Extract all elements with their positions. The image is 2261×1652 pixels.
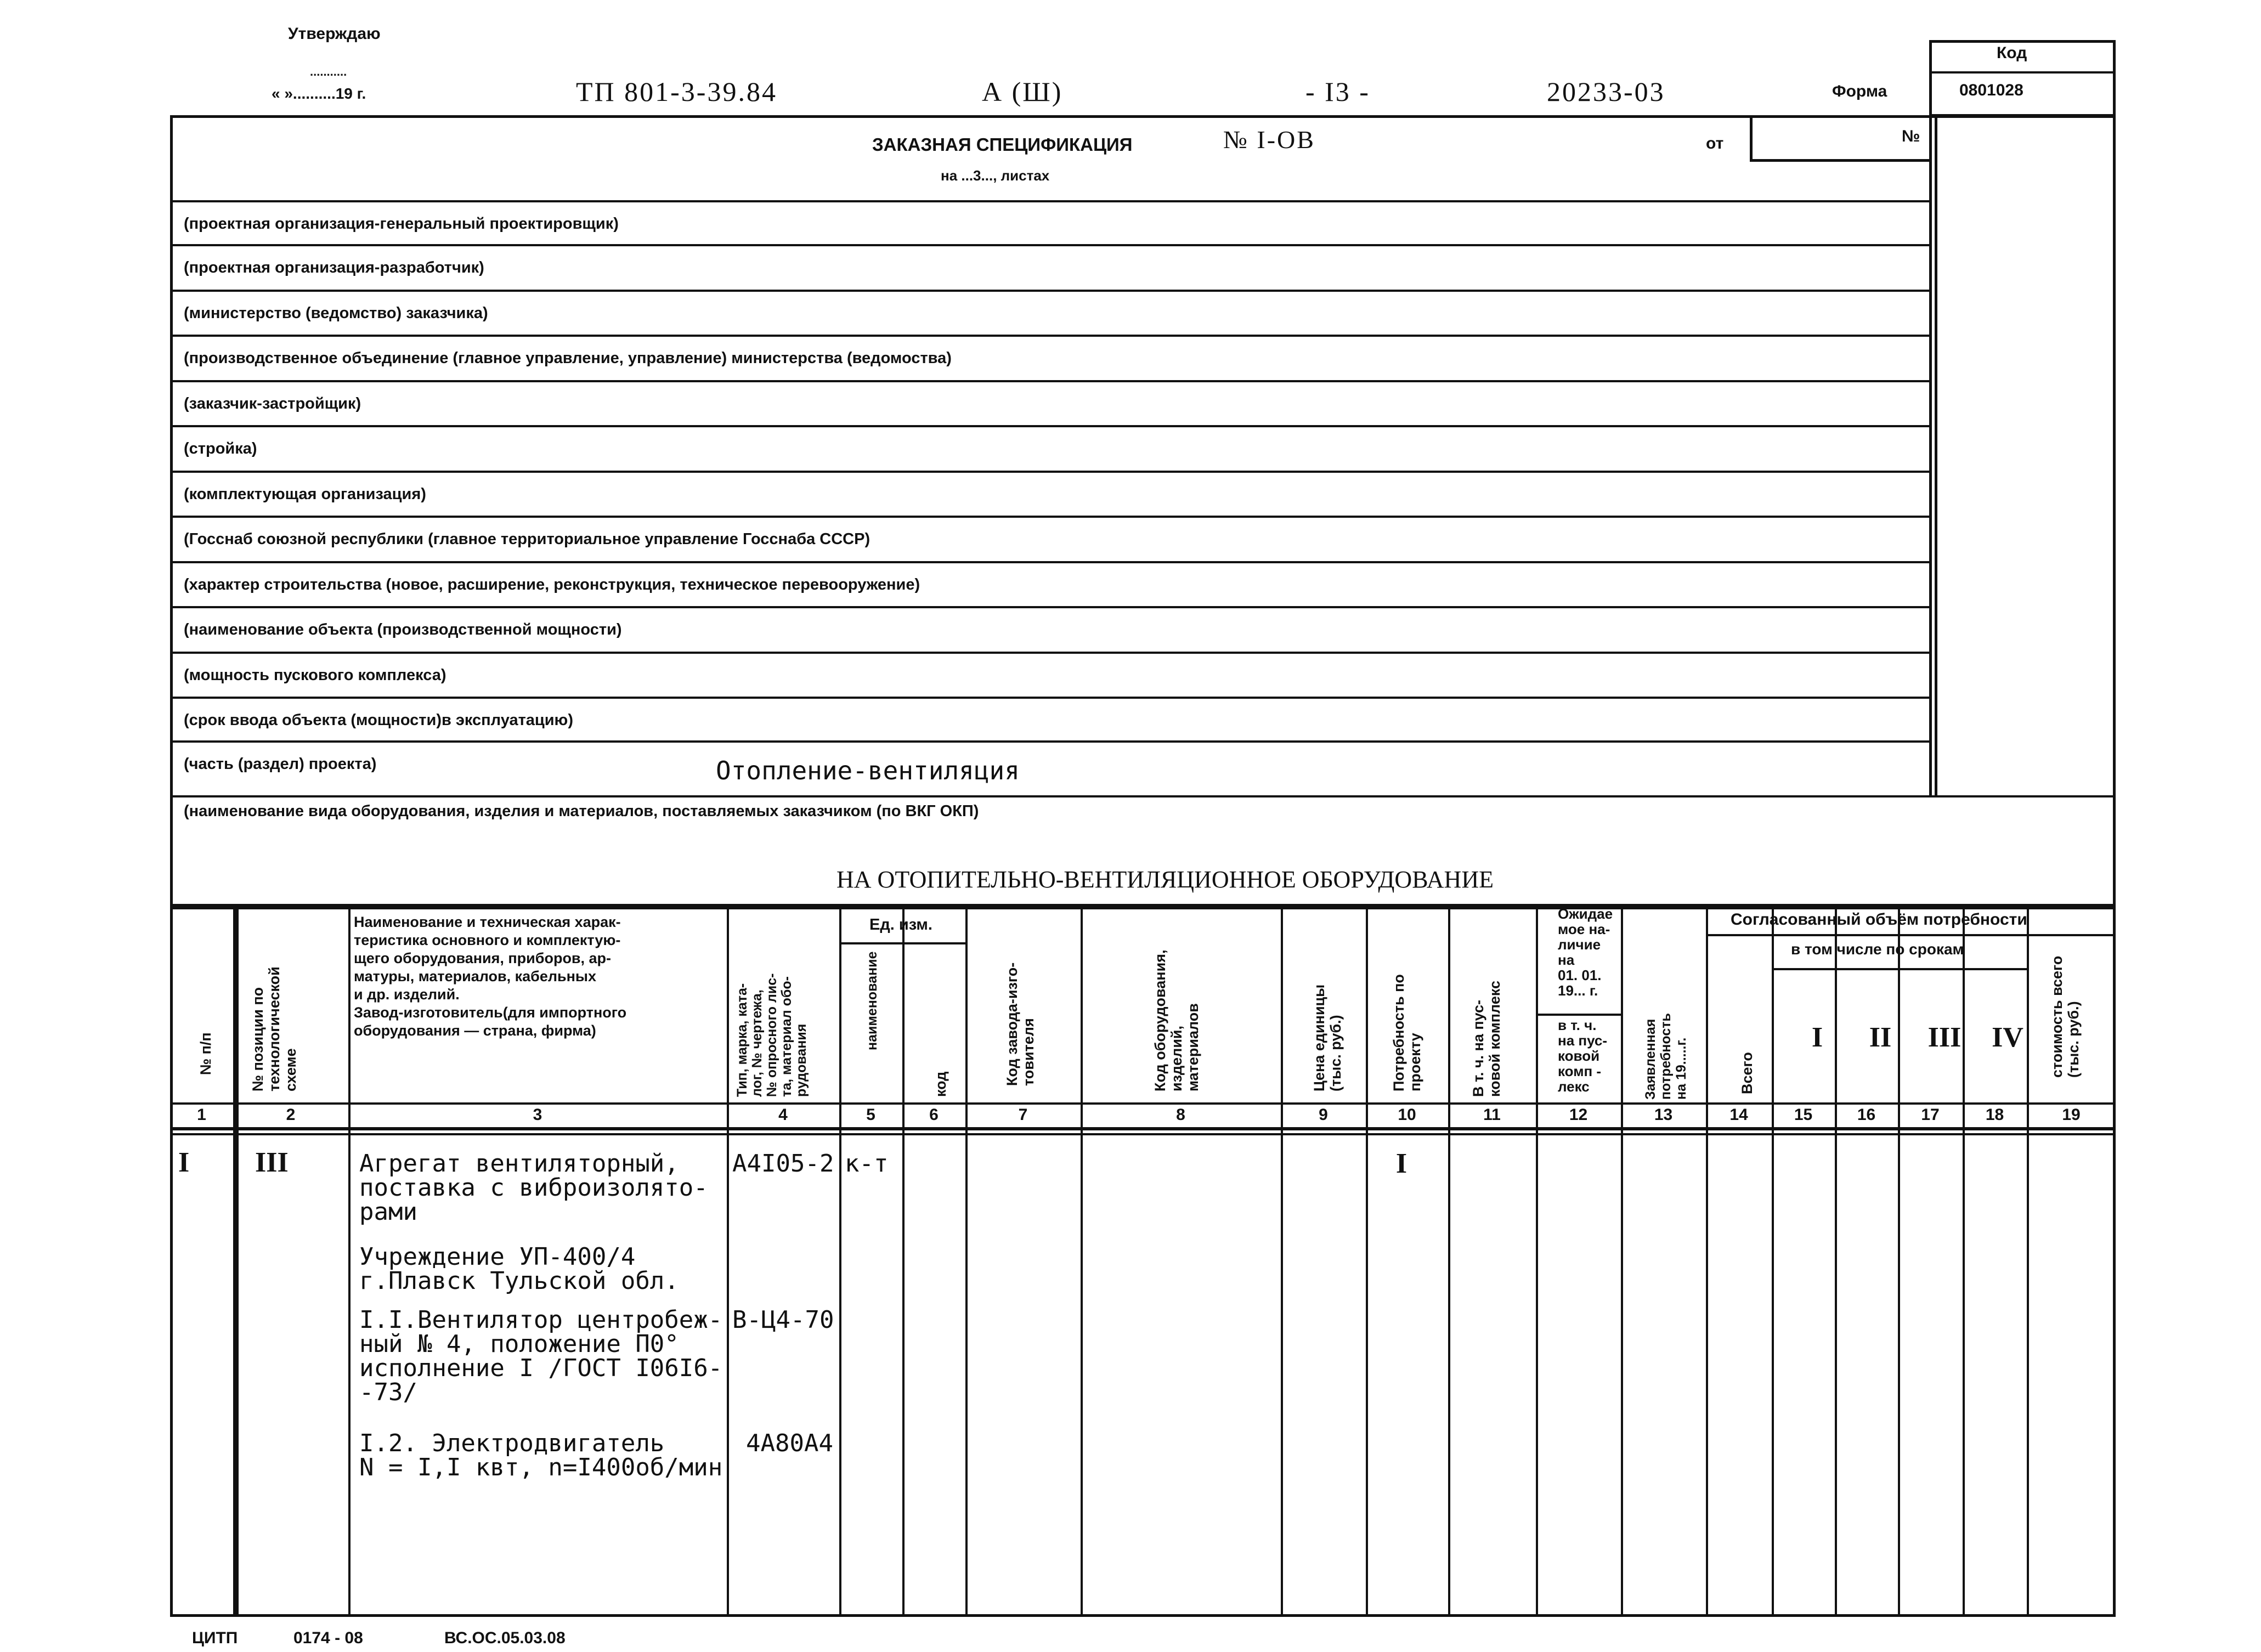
number-label: № (1902, 127, 1920, 145)
col-h19: стоимость всего (тыс. руб.) (2049, 955, 2082, 1078)
table-rule (348, 907, 351, 1617)
column-number: 13 (1654, 1106, 1673, 1124)
col-h12a: Ожидае мое на- личие на 01. 01. 19... г. (1558, 906, 1613, 999)
table-rule (170, 1102, 2116, 1105)
col-agreed: Согласованный объём потребности (1731, 910, 2027, 929)
entry-type-1: А4I05-2 (732, 1150, 834, 1178)
column-number: 1 (197, 1106, 206, 1124)
footer-org: ЦИТП (192, 1629, 238, 1647)
footer-code: ВС.ОС.05.03.08 (444, 1629, 566, 1647)
col-h16: II (1869, 1022, 1892, 1053)
col-h10: Потребность по проекту (1390, 974, 1423, 1091)
table-rule (1898, 907, 1900, 1617)
row-separator (170, 606, 1932, 608)
table-rule (1448, 907, 1450, 1617)
column-number: 6 (929, 1106, 939, 1124)
table-rule (236, 907, 239, 1617)
entry-no: I (178, 1147, 190, 1178)
form-row-label: (часть (раздел) проекта) (184, 755, 377, 773)
col-h18: IV (1992, 1022, 2023, 1053)
table-rule (839, 907, 841, 1617)
col-h17: III (1927, 1022, 1962, 1053)
col-h8: Код оборудования, изделий, материалов (1152, 949, 1201, 1091)
entry-name-3: I.I.Вентилятор центробеж- ный № 4, положение П0° исполнение I /ГОСТ I06I6- -73/ (359, 1306, 723, 1406)
form-row-label: (проектная организация-разработчик) (184, 259, 484, 276)
table-rule (170, 1133, 2116, 1135)
form-row-label: (министерство (ведомство) заказчика) (184, 304, 488, 322)
row-separator (170, 290, 1932, 292)
from-label: от (1706, 134, 1724, 152)
table-rule (727, 907, 729, 1617)
col-h3: Наименование и техническая харак- теристика основного и комплектую- щего оборудования, приборов, ар- матуры, материалов, кабельных и др. изделий. Завод-изготовитель(для импортного оборудования — страна, фирма) (354, 914, 627, 1039)
table-rule (1706, 934, 2116, 936)
column-number: 16 (1857, 1106, 1876, 1124)
col-h11: В т. ч. на пус- ковой комплекс (1470, 980, 1503, 1097)
table-rule (170, 1127, 2116, 1130)
equipment-title: НА ОТОПИТЕЛЬНО-ВЕНТИЛЯЦИОННОЕ ОБОРУДОВАНИЕ (836, 866, 1494, 893)
col-h7: Код завода-изго- товителя (1004, 962, 1037, 1086)
column-number: 10 (1398, 1106, 1416, 1124)
table-rule (1706, 907, 1708, 1617)
column-number: 19 (2062, 1106, 2081, 1124)
column-number: 3 (533, 1106, 542, 1124)
approval-dots: ........... (310, 65, 347, 78)
project-code: ТП 801-3-39.84 (576, 76, 777, 107)
code-label: Код (1997, 44, 2027, 62)
form-row-label: (заказчик-застройщик) (184, 395, 361, 412)
col-h14: Всего (1739, 1052, 1755, 1094)
spec-title: ЗАКАЗНАЯ СПЕЦИФИКАЦИЯ (872, 134, 1133, 155)
table-rule (1963, 907, 1965, 1617)
section-value: Отопление-вентиляция (716, 756, 1020, 785)
column-number: 17 (1921, 1106, 1940, 1124)
col-h15: I (1811, 1022, 1823, 1053)
column-number: 7 (1018, 1106, 1028, 1124)
col-h13: Заявленная потребность на 19.....г. (1643, 1013, 1689, 1100)
entry-type-4: 4А80А4 (746, 1429, 833, 1457)
row-separator (170, 380, 1932, 382)
row-separator (170, 244, 1932, 246)
column-number: 4 (778, 1106, 788, 1124)
row-separator (170, 697, 1932, 699)
table-rule (1081, 907, 1083, 1617)
sheets-count: на ...3..., листах (941, 167, 1050, 184)
col-h4: Тип, марка, ката- лог, № чертежа, № опросного лис- та, материал обо- рудования (734, 973, 809, 1097)
entry-name-2: Учреждение УП-400/4 г.Плавск Тульской обл. (359, 1243, 679, 1295)
form-row-label: (комплектующая организация) (184, 485, 426, 503)
table-rule (1772, 907, 1774, 1617)
entry-name-1: Агрегат вентиляторный, поставка с виброизолято- рами (359, 1150, 708, 1226)
form-code: 0801028 (1959, 81, 2023, 99)
row-separator (170, 652, 1932, 654)
row-separator (170, 335, 1932, 337)
form-row-label: (мощность пускового комплекса) (184, 666, 446, 684)
column-number: 15 (1794, 1106, 1813, 1124)
footer-num: 0174 - 08 (293, 1629, 363, 1647)
page-number: - I3 - (1305, 76, 1370, 107)
entry-name-4: I.2. Электродвигатель N = I,I квт, n=I400об/мин (359, 1429, 723, 1481)
table-rule (1835, 907, 1837, 1617)
doc-number: 20233-03 (1547, 76, 1665, 107)
table-rule (1281, 907, 1283, 1617)
col-terms: в том числе по срокам (1791, 941, 1964, 958)
table-rule (1772, 968, 2027, 970)
entry-type-3: В-Ц4-70 (732, 1306, 834, 1334)
entry-need: I (1395, 1148, 1408, 1179)
column-number: 11 (1483, 1106, 1501, 1124)
table-rule (965, 907, 968, 1617)
row-separator (170, 471, 1932, 473)
column-number: 18 (1985, 1106, 2004, 1124)
row-separator (170, 795, 2116, 797)
table-rule (1366, 907, 1368, 1617)
entry-pos: III (255, 1147, 289, 1178)
col-h1: № п/п (197, 1032, 214, 1075)
form-label: Форма (1832, 82, 1887, 100)
table-rule (902, 907, 905, 1617)
table-rule (1536, 1014, 1621, 1016)
table-rule (839, 942, 965, 944)
table-rule (1621, 907, 1623, 1617)
form-row-label: (срок ввода объекта (мощности)в эксплуатацию) (184, 711, 573, 729)
column-number: 9 (1319, 1106, 1328, 1124)
column-number: 14 (1729, 1106, 1748, 1124)
col-h2: № позиции по технологической схеме (250, 966, 299, 1091)
equipment-label: (наименование вида оборудования, изделия и материалов, поставляемых заказчиком (по ВКГ ОКП) (184, 802, 979, 820)
album: А (Ш) (982, 76, 1063, 107)
col-h12b: в т. ч. на пус- ковой комп - лекс (1558, 1017, 1608, 1095)
form-row-label: (проектная организация-генеральный проектировщик) (184, 215, 619, 233)
col-h9: Цена единицы (тыс. руб.) (1311, 984, 1344, 1091)
row-separator (170, 561, 1932, 563)
col-h6: код (932, 1071, 949, 1097)
form-row-label: (наименование объекта (производственной мощности) (184, 621, 622, 638)
form-frame (170, 115, 2116, 907)
spec-number: № I-ОВ (1223, 126, 1315, 154)
column-number: 8 (1176, 1106, 1185, 1124)
form-row-label: (Госснаб союзной республики (главное территориальное управление Госснаба СССР) (184, 530, 871, 548)
table-rule (2027, 907, 2029, 1617)
entry-unit: к-т (845, 1150, 889, 1178)
col-h5: наименование (864, 951, 880, 1050)
row-separator (170, 740, 1932, 743)
row-separator (170, 425, 1932, 427)
form-row-label: (стройка) (184, 440, 257, 457)
col-unit: Ед. изм. (869, 916, 932, 934)
form-row-label: (характер строительства (новое, расширение, реконструкция, техническое перевооружение) (184, 576, 920, 593)
column-number: 2 (286, 1106, 296, 1124)
column-number: 12 (1569, 1106, 1588, 1124)
column-number: 5 (866, 1106, 875, 1124)
row-separator (170, 516, 1932, 518)
form-row-label: (производственное объединение (главное управление, управление) министерства (ведомоства) (184, 349, 952, 367)
approval-label: Утверждаю (288, 25, 381, 43)
approval-date: « »..........19 г. (272, 85, 366, 102)
row-separator (170, 200, 1932, 202)
